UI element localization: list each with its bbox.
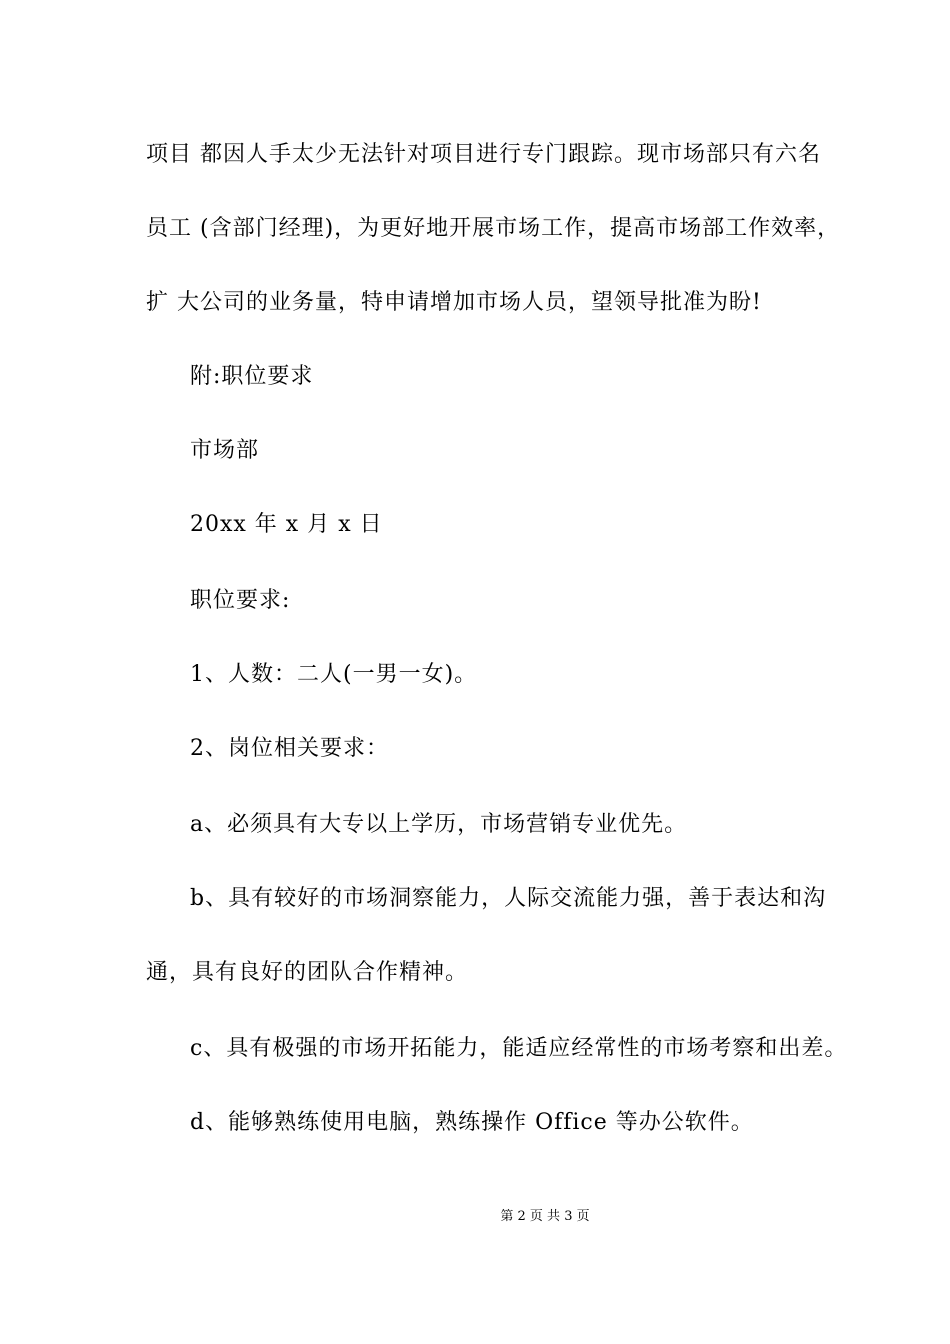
department-signature: 市场部 [190,438,260,463]
paragraph-line-1: 项目 都因人手太少无法针对项目进行专门跟踪。现市场部只有六名 [146,142,821,167]
paragraph-line-3: 扩 大公司的业务量，特申请增加市场人员，望领导批准为盼! [146,290,762,315]
requirement-item-d: d、能够熟练使用电脑，熟练操作 Office 等办公软件。 [190,1110,754,1135]
page-footer: 第 2 页 共 3 页 [500,1209,590,1224]
requirement-item-c: c、具有极强的市场开拓能力，能适应经常性的市场考察和出差。 [190,1036,848,1061]
document-date: 20xx 年 x 月 x 日 [190,512,383,537]
requirement-item-1: 1、人数：二人(一男一女)。 [190,662,478,687]
requirement-item-b-line-1: b、具有较好的市场洞察能力，人际交流能力强，善于表达和沟 [190,886,827,911]
requirement-item-a: a、必须具有大专以上学历，市场营销专业优先。 [190,812,688,837]
requirements-heading: 职位要求: [190,588,291,613]
paragraph-line-2: 员工 (含部门经理)，为更好地开展市场工作，提高市场部工作效率， [146,216,841,241]
requirement-item-2: 2、岗位相关要求： [190,736,389,761]
attachment-note: 附:职位要求 [190,364,314,389]
requirement-item-b-line-2: 通，具有良好的团队合作精神。 [146,960,469,985]
